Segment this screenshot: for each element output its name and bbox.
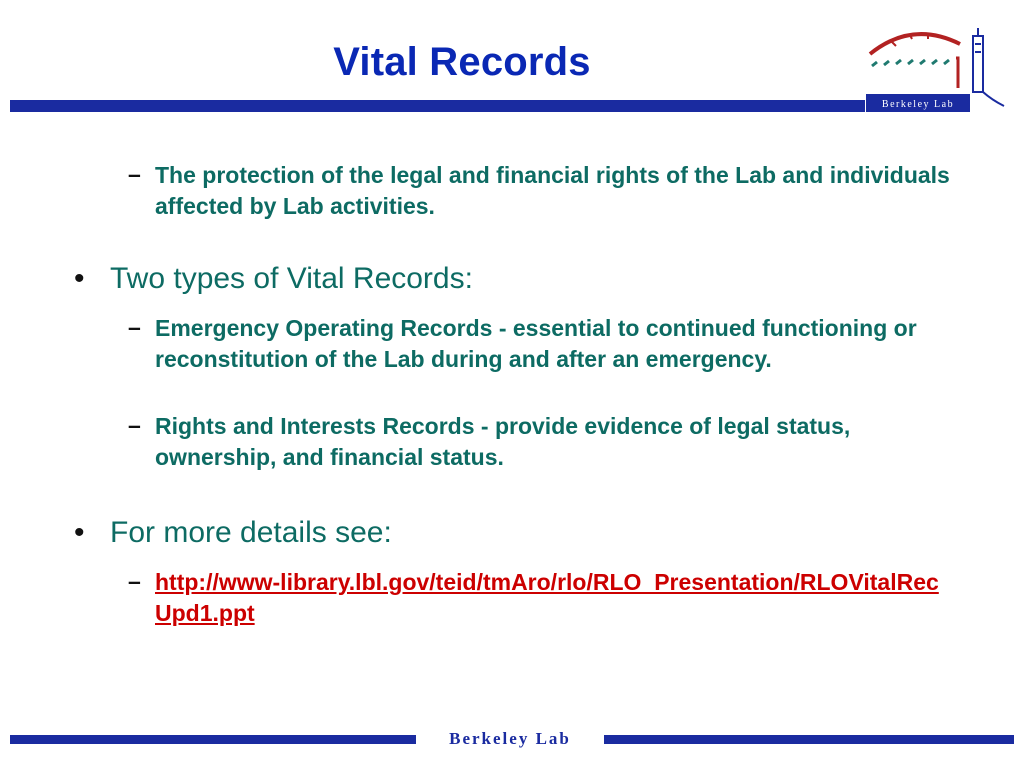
- bullet-marker: •: [74, 516, 85, 549]
- footer-rule-left: [10, 735, 416, 744]
- footer-label: Berkeley Lab: [449, 729, 571, 748]
- dash-marker: –: [128, 161, 141, 187]
- slide-title: Vital Records: [333, 40, 591, 84]
- logo-text: Berkeley Lab: [881, 99, 955, 110]
- main-bullet-text: Two types of Vital Records:: [110, 262, 473, 295]
- dash-marker: –: [128, 314, 141, 340]
- sub-bullet-text: The protection of the legal and financial rights of the Lab and individuals affected by Lab activities.: [155, 162, 950, 219]
- dash-marker: –: [128, 568, 141, 594]
- footer-rule-right: [604, 735, 1014, 744]
- details-link[interactable]: http://www-library.lbl.gov/teid/tmAro/rlo/RLO_Presentation/RLOVitalRecUpd1.ppt: [155, 569, 939, 626]
- sub-bullet-text: Emergency Operating Records - essential to continued functioning or reconstitution of the Lab during and after an emergency.: [155, 315, 917, 372]
- dash-marker: –: [128, 412, 141, 438]
- bullet-marker: •: [74, 262, 85, 295]
- main-bullet-text: For more details see:: [110, 516, 392, 549]
- sub-bullet-text: Rights and Interests Records - provide evidence of legal status, ownership, and financial status.: [155, 413, 851, 470]
